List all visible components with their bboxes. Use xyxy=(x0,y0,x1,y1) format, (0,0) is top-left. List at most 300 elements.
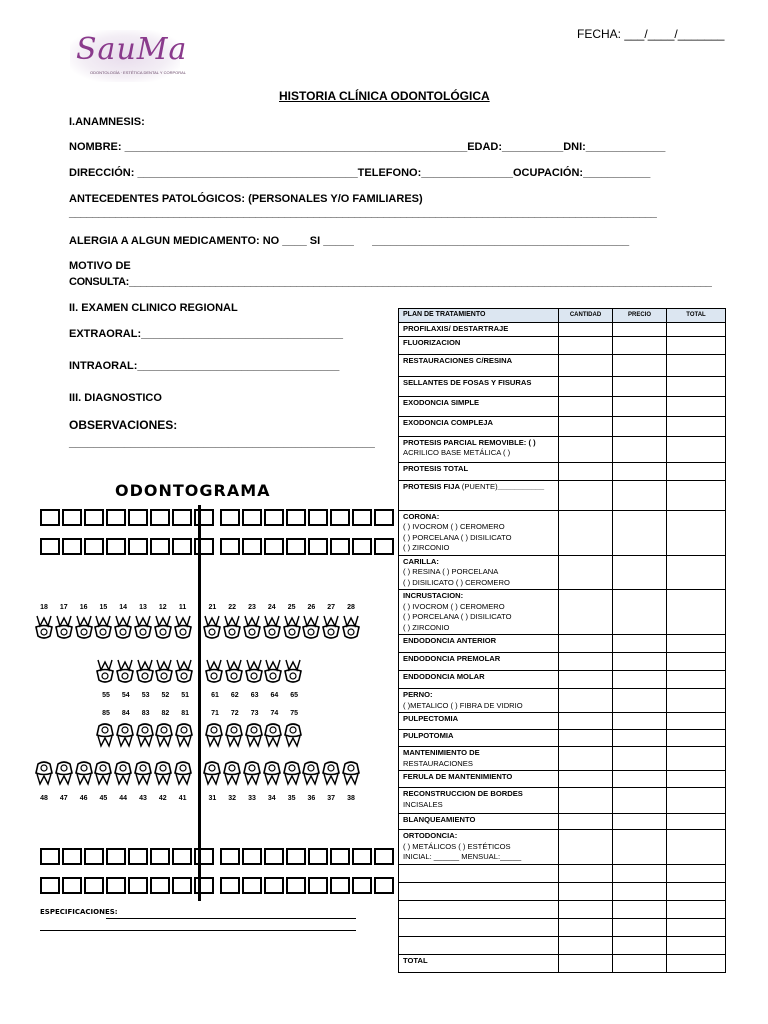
tooth-number: 33 xyxy=(248,795,256,802)
lower-temporary-tooth[interactable] xyxy=(96,720,114,746)
tooth-box[interactable] xyxy=(374,538,394,555)
precio-cell[interactable] xyxy=(613,354,667,376)
tooth-number: 22 xyxy=(228,604,237,611)
plan-row-label: MANTENIMIENTO DE RESTAURACIONES xyxy=(399,747,559,771)
tooth-box[interactable] xyxy=(194,848,214,865)
tooth-box[interactable] xyxy=(352,538,372,555)
tooth-number: 73 xyxy=(250,710,259,717)
tooth-box[interactable] xyxy=(220,848,240,865)
total-cell[interactable] xyxy=(667,954,726,972)
total-cell[interactable] xyxy=(667,689,726,713)
upper-permanent-tooth[interactable] xyxy=(342,614,360,640)
plan-row-label: RECONSTRUCCION DE BORDES INCISALES xyxy=(399,788,559,814)
plan-row xyxy=(399,671,726,689)
motivo-consulta-field[interactable]: CONSULTA:_____________________________________________________________________________________________________ xyxy=(69,276,712,288)
tooth-box[interactable] xyxy=(286,877,306,894)
total-cell[interactable] xyxy=(667,322,726,336)
total-cell[interactable] xyxy=(667,480,726,510)
cantidad-cell[interactable] xyxy=(559,936,613,954)
page-title: HISTORIA CLÍNICA ODONTOLÓGICA xyxy=(279,89,490,103)
plan-row xyxy=(399,436,726,462)
tooth-box[interactable] xyxy=(84,509,104,526)
tooth-box[interactable] xyxy=(150,538,170,555)
cantidad-header: CANTIDAD xyxy=(559,309,613,323)
lower-permanent-tooth[interactable] xyxy=(223,758,241,784)
upper-temporary-tooth[interactable] xyxy=(175,658,193,684)
tooth-box[interactable] xyxy=(84,538,104,555)
cantidad-cell[interactable] xyxy=(559,747,613,771)
tooth-box[interactable] xyxy=(62,509,82,526)
upper-temporary-tooth[interactable] xyxy=(155,658,173,684)
total-cell[interactable] xyxy=(667,730,726,747)
cantidad-cell[interactable] xyxy=(559,918,613,936)
total-cell[interactable] xyxy=(667,555,726,590)
total-cell[interactable] xyxy=(667,864,726,882)
lower-permanent-tooth[interactable] xyxy=(243,758,261,784)
precio-cell[interactable] xyxy=(613,635,667,653)
cantidad-cell[interactable] xyxy=(559,689,613,713)
lower-permanent-tooth[interactable] xyxy=(35,758,53,784)
plan-header-row xyxy=(399,309,726,323)
upper-permanent-tooth[interactable] xyxy=(134,614,152,640)
tooth-number: 54 xyxy=(121,692,130,699)
plan-row-label xyxy=(399,900,559,918)
tooth-number: 32 xyxy=(228,795,237,802)
lower-permanent-tooth[interactable] xyxy=(55,758,73,784)
antecedentes-label: ANTECEDENTES PATOLÓGICOS: (PERSONALES Y/O FAMILIARES) xyxy=(69,193,423,205)
upper-temporary-tooth[interactable] xyxy=(96,658,114,684)
precio-cell[interactable] xyxy=(613,590,667,635)
plan-row-label: ENDODONCIA ANTERIOR xyxy=(399,635,559,653)
plan-row-label: CARILLA: ( ) RESINA ( ) PORCELANA ( ) DISILICATO ( ) CEROMERO xyxy=(399,555,559,590)
lower-permanent-tooth[interactable] xyxy=(203,758,221,784)
especificaciones-line-1[interactable] xyxy=(106,918,356,919)
tooth-box[interactable] xyxy=(352,509,372,526)
sauma-logo xyxy=(70,30,188,82)
plan-row-label xyxy=(399,936,559,954)
precio-cell[interactable] xyxy=(613,814,667,830)
upper-permanent-tooth[interactable] xyxy=(75,614,93,640)
tooth-box[interactable] xyxy=(264,848,284,865)
upper-temporary-tooth[interactable] xyxy=(264,658,282,684)
tooth-number: 82 xyxy=(161,710,170,717)
especificaciones-line-2[interactable] xyxy=(40,930,356,931)
precio-cell[interactable] xyxy=(613,322,667,336)
plan-header: PLAN DE TRATAMIENTO xyxy=(399,309,559,323)
lower-temporary-tooth[interactable] xyxy=(116,720,134,746)
tooth-box[interactable] xyxy=(242,509,262,526)
tooth-number: 28 xyxy=(347,604,355,611)
tooth-box[interactable] xyxy=(352,877,372,894)
tooth-box[interactable] xyxy=(264,877,284,894)
cantidad-cell[interactable] xyxy=(559,900,613,918)
tooth-box[interactable] xyxy=(242,538,262,555)
cantidad-cell[interactable] xyxy=(559,322,613,336)
lower-box-row-1[interactable] xyxy=(40,848,396,865)
plan-row xyxy=(399,336,726,354)
tooth-box[interactable] xyxy=(374,509,394,526)
total-cell[interactable] xyxy=(667,436,726,462)
tooth-box[interactable] xyxy=(106,877,126,894)
upper-temporary-tooth[interactable] xyxy=(136,658,154,684)
plan-row-label: PERNO: ( )METALICO ( ) FIBRA DE VIDRIO xyxy=(399,689,559,713)
total-cell[interactable] xyxy=(667,814,726,830)
tooth-number: 24 xyxy=(267,604,276,611)
total-cell[interactable] xyxy=(667,788,726,814)
upper-permanent-tooth[interactable] xyxy=(35,614,53,640)
tooth-box[interactable] xyxy=(40,538,60,555)
cantidad-cell[interactable] xyxy=(559,590,613,635)
lower-temporary-tooth[interactable] xyxy=(284,720,302,746)
anamnesis-heading: I.ANAMNESIS: xyxy=(69,116,145,128)
tooth-box[interactable] xyxy=(84,877,104,894)
plan-row xyxy=(399,954,726,972)
tooth-number: 83 xyxy=(141,710,150,717)
tooth-box[interactable] xyxy=(150,509,170,526)
tooth-box[interactable] xyxy=(150,848,170,865)
plan-row xyxy=(399,830,726,865)
lower-box-row-2[interactable] xyxy=(40,877,396,894)
plan-row-label xyxy=(399,882,559,900)
lower-permanent-tooth[interactable] xyxy=(75,758,93,784)
tooth-number: 47 xyxy=(59,795,68,802)
tooth-number: 26 xyxy=(307,604,316,611)
precio-cell[interactable] xyxy=(613,480,667,510)
precio-cell[interactable] xyxy=(613,864,667,882)
tooth-box[interactable] xyxy=(194,877,214,894)
precio-cell[interactable] xyxy=(613,416,667,436)
upper-permanent-tooth[interactable] xyxy=(174,614,192,640)
tooth-box[interactable] xyxy=(330,848,350,865)
tooth-box[interactable] xyxy=(220,538,240,555)
upper-permanent-tooth[interactable] xyxy=(243,614,261,640)
cantidad-cell[interactable] xyxy=(559,635,613,653)
precio-cell[interactable] xyxy=(613,936,667,954)
lower-permanent-tooth[interactable] xyxy=(174,758,192,784)
cantidad-cell[interactable] xyxy=(559,555,613,590)
precio-cell[interactable] xyxy=(613,771,667,788)
total-cell[interactable] xyxy=(667,671,726,689)
plan-row-label: EXODONCIA COMPLEJA xyxy=(399,416,559,436)
tooth-number: 21 xyxy=(208,604,217,611)
tooth-box[interactable] xyxy=(40,848,60,865)
upper-permanent-tooth[interactable] xyxy=(94,614,112,640)
tooth-box[interactable] xyxy=(330,509,350,526)
cantidad-cell[interactable] xyxy=(559,354,613,376)
tooth-number: 74 xyxy=(270,710,279,717)
tooth-number: 85 xyxy=(102,710,110,717)
tooth-number: 17 xyxy=(59,604,68,611)
tooth-box[interactable] xyxy=(194,509,214,526)
cantidad-cell[interactable] xyxy=(559,864,613,882)
tooth-box[interactable] xyxy=(264,538,284,555)
observaciones-heading: OBSERVACIONES: xyxy=(69,418,178,432)
cantidad-cell[interactable] xyxy=(559,882,613,900)
plan-row xyxy=(399,555,726,590)
tooth-number: 43 xyxy=(139,795,147,802)
tooth-box[interactable] xyxy=(150,877,170,894)
cantidad-cell[interactable] xyxy=(559,336,613,354)
observaciones-line[interactable]: __________________________________________________ xyxy=(69,437,375,449)
total-cell[interactable] xyxy=(667,462,726,480)
tooth-box[interactable] xyxy=(286,848,306,865)
tooth-box[interactable] xyxy=(286,538,306,555)
tooth-number: 14 xyxy=(119,604,128,611)
tooth-box[interactable] xyxy=(330,877,350,894)
plan-row-label: PULPOTOMIA xyxy=(399,730,559,747)
tooth-box[interactable] xyxy=(374,848,394,865)
tooth-box[interactable] xyxy=(172,877,192,894)
total-cell[interactable] xyxy=(667,653,726,671)
precio-cell[interactable] xyxy=(613,510,667,555)
tooth-box[interactable] xyxy=(264,509,284,526)
plan-row xyxy=(399,416,726,436)
tooth-number: 41 xyxy=(178,795,187,802)
tooth-number: 51 xyxy=(181,692,190,699)
cantidad-cell[interactable] xyxy=(559,954,613,972)
total-cell[interactable] xyxy=(667,830,726,865)
total-cell[interactable] xyxy=(667,590,726,635)
total-cell[interactable] xyxy=(667,376,726,396)
precio-cell[interactable] xyxy=(613,653,667,671)
lower-permanent-tooth[interactable] xyxy=(342,758,360,784)
plan-row-label: BLANQUEAMIENTO xyxy=(399,814,559,830)
cantidad-cell[interactable] xyxy=(559,713,613,730)
tooth-box[interactable] xyxy=(40,877,60,894)
lower-permanent-tooth[interactable] xyxy=(283,758,301,784)
tooth-box[interactable] xyxy=(220,877,240,894)
total-cell[interactable] xyxy=(667,416,726,436)
cantidad-cell[interactable] xyxy=(559,814,613,830)
tooth-box[interactable] xyxy=(128,848,148,865)
plan-row-label: INCRUSTACION: ( ) IVOCROM ( ) CEROMERO ( ) PORCELANA ( ) DISILICATO ( ) ZIRCONIO xyxy=(399,590,559,635)
tooth-box[interactable] xyxy=(106,848,126,865)
tooth-box[interactable] xyxy=(62,538,82,555)
lower-temporary-tooth[interactable] xyxy=(136,720,154,746)
total-cell[interactable] xyxy=(667,713,726,730)
cantidad-cell[interactable] xyxy=(559,730,613,747)
tooth-box[interactable] xyxy=(128,509,148,526)
tooth-number: 44 xyxy=(119,795,128,802)
upper-temporary-tooth[interactable] xyxy=(225,658,243,684)
cantidad-cell[interactable] xyxy=(559,830,613,865)
plan-row xyxy=(399,900,726,918)
tooth-box[interactable] xyxy=(330,538,350,555)
upper-permanent-tooth[interactable] xyxy=(263,614,281,640)
total-cell[interactable] xyxy=(667,771,726,788)
upper-permanent-tooth[interactable] xyxy=(55,614,73,640)
upper-box-row-2[interactable] xyxy=(40,538,396,555)
plan-row xyxy=(399,322,726,336)
plan-row-label: PROFILAXIS/ DESTARTRAJE xyxy=(399,322,559,336)
lower-temporary-tooth[interactable] xyxy=(175,720,193,746)
lower-temporary-tooth[interactable] xyxy=(155,720,173,746)
tooth-box[interactable] xyxy=(308,538,328,555)
tooth-box[interactable] xyxy=(106,509,126,526)
tooth-number: 37 xyxy=(327,795,336,802)
cantidad-cell[interactable] xyxy=(559,771,613,788)
tooth-box[interactable] xyxy=(308,877,328,894)
lower-temporary-tooth[interactable] xyxy=(264,720,282,746)
alergia-field[interactable]: ALERGIA A ALGUN MEDICAMENTO: NO ____ SI _____ __________________________________________ xyxy=(69,235,630,247)
plan-row xyxy=(399,510,726,555)
precio-cell[interactable] xyxy=(613,900,667,918)
precio-cell[interactable] xyxy=(613,954,667,972)
cantidad-cell[interactable] xyxy=(559,653,613,671)
upper-permanent-tooth[interactable] xyxy=(203,614,221,640)
plan-row-label: PROTESIS PARCIAL REMOVIBLE: ( ) ACRILICO BASE METÁLICA ( ) xyxy=(399,436,559,462)
tooth-box[interactable] xyxy=(106,538,126,555)
total-cell[interactable] xyxy=(667,882,726,900)
total-cell[interactable] xyxy=(667,635,726,653)
total-cell[interactable] xyxy=(667,918,726,936)
upper-permanent-tooth[interactable] xyxy=(223,614,241,640)
upper-permanent-tooth[interactable] xyxy=(322,614,340,640)
tooth-number: 48 xyxy=(40,795,48,802)
plan-row xyxy=(399,354,726,376)
upper-box-row-1[interactable] xyxy=(40,509,396,526)
tooth-number: 11 xyxy=(178,604,187,611)
total-cell[interactable] xyxy=(667,900,726,918)
lower-permanent-tooth[interactable] xyxy=(302,758,320,784)
upper-permanent-tooth[interactable] xyxy=(114,614,132,640)
tooth-box[interactable] xyxy=(194,538,214,555)
tooth-box[interactable] xyxy=(220,509,240,526)
examen-heading: II. EXAMEN CLINICO REGIONAL xyxy=(69,302,238,314)
tooth-box[interactable] xyxy=(242,848,262,865)
upper-temporary-tooth[interactable] xyxy=(116,658,134,684)
cantidad-cell[interactable] xyxy=(559,480,613,510)
cantidad-cell[interactable] xyxy=(559,416,613,436)
plan-row-label: EXODONCIA SIMPLE xyxy=(399,396,559,416)
tooth-box[interactable] xyxy=(40,509,60,526)
lower-temporary-tooth[interactable] xyxy=(245,720,263,746)
tooth-box[interactable] xyxy=(128,538,148,555)
lower-permanent-tooth[interactable] xyxy=(134,758,152,784)
precio-cell[interactable] xyxy=(613,336,667,354)
plan-row xyxy=(399,882,726,900)
tooth-box[interactable] xyxy=(308,509,328,526)
tooth-box[interactable] xyxy=(286,509,306,526)
tooth-box[interactable] xyxy=(172,509,192,526)
tooth-box[interactable] xyxy=(242,877,262,894)
tooth-box[interactable] xyxy=(172,538,192,555)
diagnostico-heading: III. DIAGNOSTICO xyxy=(69,392,162,404)
precio-cell[interactable] xyxy=(613,436,667,462)
total-header: TOTAL xyxy=(667,309,726,323)
plan-row-label: FLUORIZACION xyxy=(399,336,559,354)
lower-permanent-tooth[interactable] xyxy=(322,758,340,784)
tooth-box[interactable] xyxy=(172,848,192,865)
plan-row-label: FERULA DE MANTENIMIENTO xyxy=(399,771,559,788)
upper-permanent-tooth[interactable] xyxy=(302,614,320,640)
precio-cell[interactable] xyxy=(613,462,667,480)
tooth-box[interactable] xyxy=(62,848,82,865)
precio-cell[interactable] xyxy=(613,747,667,771)
intraoral-field[interactable]: INTRAORAL:_________________________________ xyxy=(69,360,340,372)
nombre-field[interactable]: NOMBRE: ________________________________________________________EDAD:__________DNI:_____________ xyxy=(69,141,666,153)
tooth-box[interactable] xyxy=(308,848,328,865)
precio-cell[interactable] xyxy=(613,713,667,730)
plan-row xyxy=(399,590,726,635)
lower-permanent-tooth[interactable] xyxy=(94,758,112,784)
direccion-field[interactable]: DIRECCIÓN: ____________________________________TELEFONO:_______________OCUPACIÓN:___________ xyxy=(69,167,651,179)
total-cell[interactable] xyxy=(667,354,726,376)
tooth-box[interactable] xyxy=(62,877,82,894)
logo-text: SauMa xyxy=(76,32,188,67)
logo-subtitle: ODONTOLOGÍA · ESTÉTICA DENTAL Y CORPORAL xyxy=(90,70,187,75)
total-cell[interactable] xyxy=(667,336,726,354)
precio-cell[interactable] xyxy=(613,830,667,865)
tooth-box[interactable] xyxy=(374,877,394,894)
plan-row xyxy=(399,462,726,480)
total-cell[interactable] xyxy=(667,396,726,416)
precio-cell[interactable] xyxy=(613,376,667,396)
tooth-box[interactable] xyxy=(128,877,148,894)
plan-row-label: PROTESIS TOTAL xyxy=(399,462,559,480)
plan-row xyxy=(399,747,726,771)
upper-temporary-tooth[interactable] xyxy=(205,658,223,684)
precio-cell[interactable] xyxy=(613,555,667,590)
plan-row xyxy=(399,480,726,510)
precio-cell[interactable] xyxy=(613,396,667,416)
upper-temporary-tooth[interactable] xyxy=(245,658,263,684)
lower-temporary-tooth[interactable] xyxy=(205,720,223,746)
precio-cell[interactable] xyxy=(613,689,667,713)
precio-cell[interactable] xyxy=(613,730,667,747)
cantidad-cell[interactable] xyxy=(559,510,613,555)
plan-row xyxy=(399,771,726,788)
cantidad-cell[interactable] xyxy=(559,788,613,814)
cantidad-cell[interactable] xyxy=(559,396,613,416)
antecedentes-line[interactable]: _____________________________________________________________________________________________________ xyxy=(69,207,657,219)
plan-row xyxy=(399,864,726,882)
precio-cell[interactable] xyxy=(613,671,667,689)
lower-permanent-tooth[interactable] xyxy=(114,758,132,784)
cantidad-cell[interactable] xyxy=(559,671,613,689)
cantidad-cell[interactable] xyxy=(559,376,613,396)
plan-row xyxy=(399,689,726,713)
precio-cell[interactable] xyxy=(613,788,667,814)
total-cell[interactable] xyxy=(667,510,726,555)
plan-row xyxy=(399,730,726,747)
plan-row xyxy=(399,396,726,416)
tooth-box[interactable] xyxy=(84,848,104,865)
upper-permanent-tooth[interactable] xyxy=(154,614,172,640)
extraoral-field[interactable]: EXTRAORAL:_________________________________ xyxy=(69,328,343,340)
upper-permanent-tooth[interactable] xyxy=(283,614,301,640)
total-cell[interactable] xyxy=(667,936,726,954)
tooth-number: 31 xyxy=(208,795,217,802)
total-cell[interactable] xyxy=(667,747,726,771)
cantidad-cell[interactable] xyxy=(559,436,613,462)
tooth-number: 25 xyxy=(287,604,296,611)
upper-temporary-tooth[interactable] xyxy=(284,658,302,684)
lower-permanent-tooth[interactable] xyxy=(263,758,281,784)
lower-permanent-tooth[interactable] xyxy=(154,758,172,784)
precio-cell[interactable] xyxy=(613,918,667,936)
tooth-number: 18 xyxy=(40,604,48,611)
precio-cell[interactable] xyxy=(613,882,667,900)
plan-row-label: PULPECTOMIA xyxy=(399,713,559,730)
lower-temporary-tooth[interactable] xyxy=(225,720,243,746)
precio-header: PRECIO xyxy=(613,309,667,323)
tooth-number: 27 xyxy=(327,604,336,611)
cantidad-cell[interactable] xyxy=(559,462,613,480)
tooth-number: 81 xyxy=(181,710,190,717)
fecha-field[interactable]: FECHA: ___/____/_______ xyxy=(577,27,725,41)
tooth-box[interactable] xyxy=(352,848,372,865)
